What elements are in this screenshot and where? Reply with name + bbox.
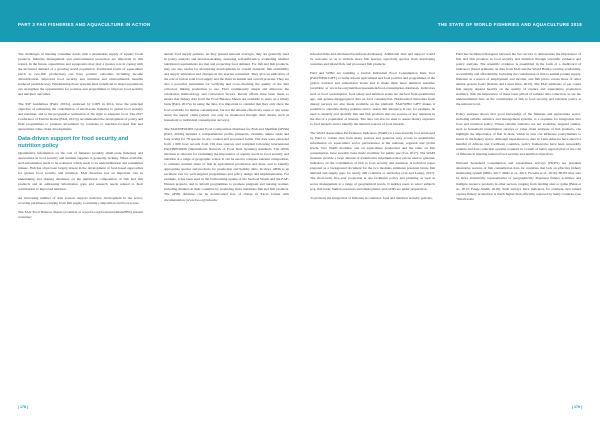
body-paragraph: infoods/tables-and-databases/faoinfoods-databases). Additional data and support would be welcome so as to include more fish species, especially species from developing countries and inland fish, and processed fish products. — [310, 52, 435, 67]
text-column-2 — [164, 52, 289, 207]
body-paragraph: An increasing number of data sources support indicator development in the sector, covering parameters ranging from fish supply to nutrient composition and food access. — [18, 195, 143, 205]
body-paragraph: Policy analyses shows that good knowledge of the fisheries and aquaculture sector, including reliable statistics and management systems, is a requisite for integration into food and nutrition policy. Where reliable statistics are not available, targeted studies, such as household consumption surveys or value chain analyses of fish products, can highlight the importance of fish in diets, which in turn can influence policymakers to invest in the fishery sector. Although experiences to date in Latin America have shown a handful of African and Caribbean countries, policy frameworks have been reasonably reliable and data collection systems required as a result of better appreciation of the role of fisheries in meeting national food security and nutrition objectives. — [456, 111, 581, 157]
body-paragraph: annual food supply patterns. As they present national averages, they are generally used in policy analysis and decision-making, assessing self-sufficiency, evaluating whether nutritional requirements are met and projecting food demand. For fish and fish products, they are also useful for monitoring developments in overall domestic fish availability and supply utilization and changes in the species consumed. They give an indication of the role of fish in total food supply and the share in animal and overall proteins. They are also a powerful instrument for verifying and cross-checking the quality of the data collected, linking production to use. FAO continuously adapts and improves the calculation methodology and conversion factors. Recent efforts have been made to ensure that fishery data from the Food Balance Sheets are available to users on a timely basis (FAO, 2017a). In using the data, it is important to consider that they only show the food available for human consumption, but not the amount effectively eaten or any waste along the supply chain (which can only be monitored through other means such as household or individual consumption surveys). — [164, 52, 289, 122]
text-column-1 — [18, 52, 143, 224]
body-paragraph: The FAO Food Balance Sheets (available at www.fao.org/faostat/en/#data/FBS) present countries' — [18, 210, 143, 220]
section-heading: Data-driven support for food security and nutrition policy — [18, 136, 129, 149]
body-paragraph: To promote the integration of fisheries in countries' food and nutrition security policies, — [310, 195, 433, 200]
body-paragraph: National household consumption and expenditure surveys (HCES) are potential alternative sources of fish consumption data for countries that lack an effective fishery monitoring system (Mills, 2017; Mills et al., 2011; Fiorella et al., 2016). HCES may also be more statistically representative of geographically dispersed fishery activities and multiple resource products in other sectors, ranging from landing sites or game (Béné et al., 2013; Funge-Smith, 2018). Such surveys have indicated, for example, that inland capture fishery production is much higher than officially reported by many countries (see "Small-scale — [456, 161, 581, 201]
body-paragraph: The World Aquaculture Performance Indicators (WAPI) is a user-friendly tool developed by FAO to collate data from many sources and generate easy access to quantitative information on aquaculture sector performance at the national, regional and global levels. Two WAPI modules, one on aquaculture production and the other on fish consumption, have recently been made available for public use (Cai, 2017). The WAPI modules provide a large amount of quantitative information that can be used to generate indicators on the contribution of fish to food security and nutrition. A technical paper prepared as a background document for the two modules estimates potential future fish demand and supply gaps for nearly 200 countries or territories (Cai and Leung, 2017). The short-term, five-year projection is one facilitates policy and planning as well as sector management at a range of geographical levels. It enables users to select subjects (e.g. fish trade, human resources and employment, and GDP) are under preparation. — [310, 131, 435, 191]
page-header — [0, 0, 600, 42]
report-title: THE STATE OF WORLD FISHERIES AND AQUACULTURE 2018 — [437, 22, 582, 27]
part-title: PART 3 FAO FISHERIES AND AQUACULTURE IN ACTION — [18, 22, 151, 27]
body-paragraph: FAO and WHO are building a Global Individual Food Consumption Data Tool (FAO/WHO GIFT) to better inform agricultural and food policies and programmes at the global, national and subnational levels and to make them more nutrition sensitive (available at www.fao.org/nutrition/assessment/food-consumption-database). Indicators such as food consumption, food safety and nutrition status are derived from quantitative age- and gender-disaggregated data on food consumption. Harmonized microdata from dietary surveys are also made available on the platform. FAO/WHO GIFT makes it possible to visualize dietary patterns and to assess diet adequacy. It can, for example, be used to identify and quantify fish and fish products that are sources of key nutrients in the diet of a population of interest. The data can also be used to assess dietary exposure to food hazards and to identify the nutrient sources of food hazards. — [310, 71, 435, 126]
body-paragraph: FAO has facilitated dialogues between the two sectors to demonstrate the importance of fish and fish products in food security and nutrition through scientific evidence and policy analysis. The scientific evidence is assembled in the form of a dashboard of indicators (based primarily on data from FAO and the World Bank) covering availability, accessibility and affordability, including the contribution of fish to animal protein supply, fisheries as a source of employment and income, and fish prices versus those of other animal protein foods (Kurien and López Ríos, 2013). The FAO estimates of per capita fish supply depend heavily on the quality of capture and aquaculture production statistics, thus the importance of these basic pillars of reliable data collection, as are the underestimated data on the contribution of fish to food security and nutrition policy at the national level. — [456, 52, 581, 107]
body-paragraph: The FAO/INFOODS Global Food Composition Database for Fish and Shellfish (uFiSh) (FAO, 2016b) includes a comprehensive profile (minerals, vitamins, amino acids and fatty acids) for 78 species in raw, cooked and processed forms. The data were extracted from 1 600 food records from 159 data sources and compiled following international FAO/INFOODS (International Network of Food Data Systems) standards. The uFiSh database is relevant for examining the importance of aquatic foods in food security and nutrition at a range of geographic scales. It can be used to compare nutrient composition, to estimate nutrient share of fish in agricultural production and diets, and to identify appropriate species and products for production and healthy diets. In short, uFiSh is an excellent tool for well-targeted programmes and policy design and implementation. For example, it has been used in the forthcoming update of the Seafood Watch and the EAF-Nansen projects, and to inform programmes to promote pregnant and nursing women, including mothers in their countries by producing more nutritious fish and fish products. The uFiSh database can be downloaded free of charge in Excel format with documentation (www.fao.org/infoods/ — [164, 126, 289, 202]
body-paragraph: The challenges of meeting consumer needs with a sustainable supply of aquatic foods products, fisheries management and environmental protection are important in this regard. In the future, aquaculture and aquaponics may play a greater role in coping with the increased demand of a growing world population. Traditional forms of aquaculture (such as rice-fish production) can have positive outcomes including income diversification, improved food security and nutrition and environmental benefits (reduced pesticide use). Emphasizing those systems most beneficial to target populations can strengthen the opportunities for policies and programmes to improve food security and nutrition outcomes. — [18, 52, 143, 97]
page-number-right: | 179 | — [571, 405, 582, 409]
body-paragraph: Quantitative information on the role of fisheries (notably small-scale fisheries) and aquaculture in food security and nutrient supplies is generally lacking. When available, such information tends to be scattered, which leads to its underutilization and sometimes misuse. Fish has often been largely absent in the development of food-based approaches for greater food security and nutrition. FAO therefore has an important role in undertaking and sharing databases on the nutritional composition of fish and fish products and in addressing information gaps and research needs related to their contribution to improved nutrition. — [18, 151, 143, 191]
text-column-3 — [310, 52, 435, 205]
body-paragraph: The SSF Guidelines (FAO, 2015a), endorsed by COFI in 2014, have the principal objective of enhancing the contribution of small-scale fisheries to global food security and nutrition, and to the progressive realization of the right to adequate food. The 2017 Conference of FAO in Rome (FAO, 2017p) recommended the development of policy and field programmes to promote investment by countries to nutrition-focused fish and aquaculture value chain developments. — [18, 101, 143, 131]
text-column-4 — [456, 52, 581, 206]
page-number-left: | 178 | — [18, 405, 29, 409]
